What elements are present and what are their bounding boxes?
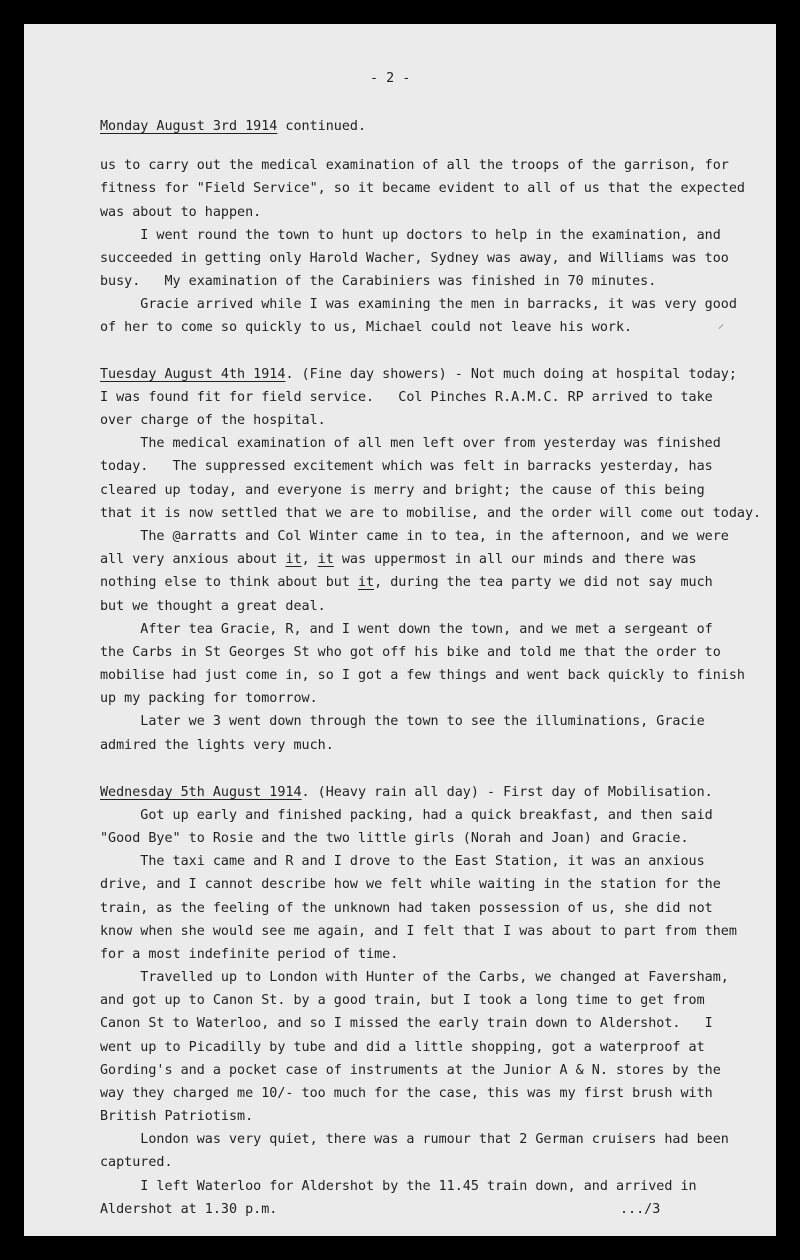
pen-mark [719,324,724,329]
text-line: Later we 3 went down through the town to see the illuminations, Gracie [100,714,705,729]
section-heading-tuesday [100,368,737,381]
text-line: Got up early and finished packing, had a quick breakfast, and then said [100,808,713,823]
text-run: was uppermost in all our minds and there was [333,552,697,567]
text-line: busy. My examination of the Carabiniers was finished in 70 minutes. [100,274,657,289]
text-line: captured. [100,1155,173,1170]
text-line: succeeded in getting only Harold Wacher, Sydney was away, and Williams was too [100,251,729,266]
text-line: us to carry out the medical examination of all the troops of the garrison, for [100,158,729,173]
page-number: - 2 - [370,71,411,86]
text-line: admired the lights very much. [100,738,334,753]
text-line: was about to happen. [100,205,262,220]
text-line: I left Waterloo for Aldershot by the 11.45 train down, and arrived in [100,1179,697,1194]
text-line: Gording's and a pocket case of instruments at the Junior A & N. stores by the [100,1063,721,1078]
text-line: and got up to Canon St. by a good train, but I took a long time to get from [100,993,705,1008]
text-run: , [301,552,318,567]
text-line: fitness for "Field Service", so it became evident to all of us that the expected [100,181,745,196]
text-line: The @arratts and Col Winter came in to tea, in the afternoon, and we were [100,529,729,544]
text-line: The taxi came and R and I drove to the East Station, it was an anxious [100,854,705,869]
text-line: up my packing for tomorrow. [100,691,318,706]
text-line: train, as the feeling of the unknown had taken possession of us, she did not [100,901,713,916]
underlined-word: it [285,552,302,567]
text-line: Aldershot at 1.30 p.m. [100,1202,278,1217]
heading-suffix: continued. [277,119,367,134]
continuation-marker: .../3 [620,1202,661,1217]
text-line: The medical examination of all men left over from yesterday was finished [100,436,721,451]
text-line: know when she would see me again, and I felt that I was about to part from them [100,924,737,939]
text-line [100,576,713,589]
underlined-word: it [357,575,375,590]
text-line: went up to Picadilly by tube and did a little shopping, got a waterproof at [100,1040,705,1055]
text-run: nothing else to think about but [100,575,358,590]
section-heading-monday [100,120,366,133]
text-line: but we thought a great deal. [100,599,326,614]
text-line: drive, and I cannot describe how we felt while waiting in the station for the [100,877,721,892]
heading-date: Monday August 3rd 1914 [100,119,278,134]
heading-rest: . (Heavy rain all day) - First day of Mobilisation. [301,785,713,800]
text-line [100,553,697,566]
heading-date: Tuesday August 4th 1914 [100,367,286,382]
text-line: London was very quiet, there was a rumour that 2 German cruisers had been [100,1132,729,1147]
text-run: , during the tea party we did not say much [374,575,713,590]
text-line: today. The suppressed excitement which was felt in barracks yesterday, has [100,459,713,474]
underlined-word: it [317,552,334,567]
text-line: cleared up today, and everyone is merry and bright; the cause of this being [100,483,705,498]
text-line: the Carbs in St Georges St who got off his bike and told me that the order to [100,645,721,660]
text-run: all very anxious about [100,552,286,567]
text-line: I went round the town to hunt up doctors to help in the examination, and [100,228,721,243]
section-heading-wednesday [100,786,713,799]
text-line: After tea Gracie, R, and I went down the town, and we met a sergeant of [100,622,713,637]
text-line: way they charged me 10/- too much for the case, this was my first brush with [100,1086,713,1101]
text-line: that it is now settled that we are to mobilise, and the order will come out today. [100,506,762,521]
text-line: for a most indefinite period of time. [100,947,399,962]
text-line: of her to come so quickly to us, Michael could not leave his work. [100,320,633,335]
heading-date: Wednesday 5th August 1914 [100,785,302,800]
text-line: over charge of the hospital. [100,413,326,428]
text-line: Travelled up to London with Hunter of the Carbs, we changed at Faversham, [100,970,729,985]
text-line: mobilise had just come in, so I got a few things and went back quickly to finish [100,668,745,683]
text-line: Canon St to Waterloo, and so I missed the early train down to Aldershot. I [100,1016,713,1031]
text-line: Gracie arrived while I was examining the men in barracks, it was very good [100,297,737,312]
text-line: "Good Bye" to Rosie and the two little girls (Norah and Joan) and Gracie. [100,831,689,846]
heading-rest: . (Fine day showers) - Not much doing at hospital today; [285,367,737,382]
text-line: I was found fit for field service. Col Pinches R.A.M.C. RP arrived to take [100,390,713,405]
text-line: British Patriotism. [100,1109,254,1124]
